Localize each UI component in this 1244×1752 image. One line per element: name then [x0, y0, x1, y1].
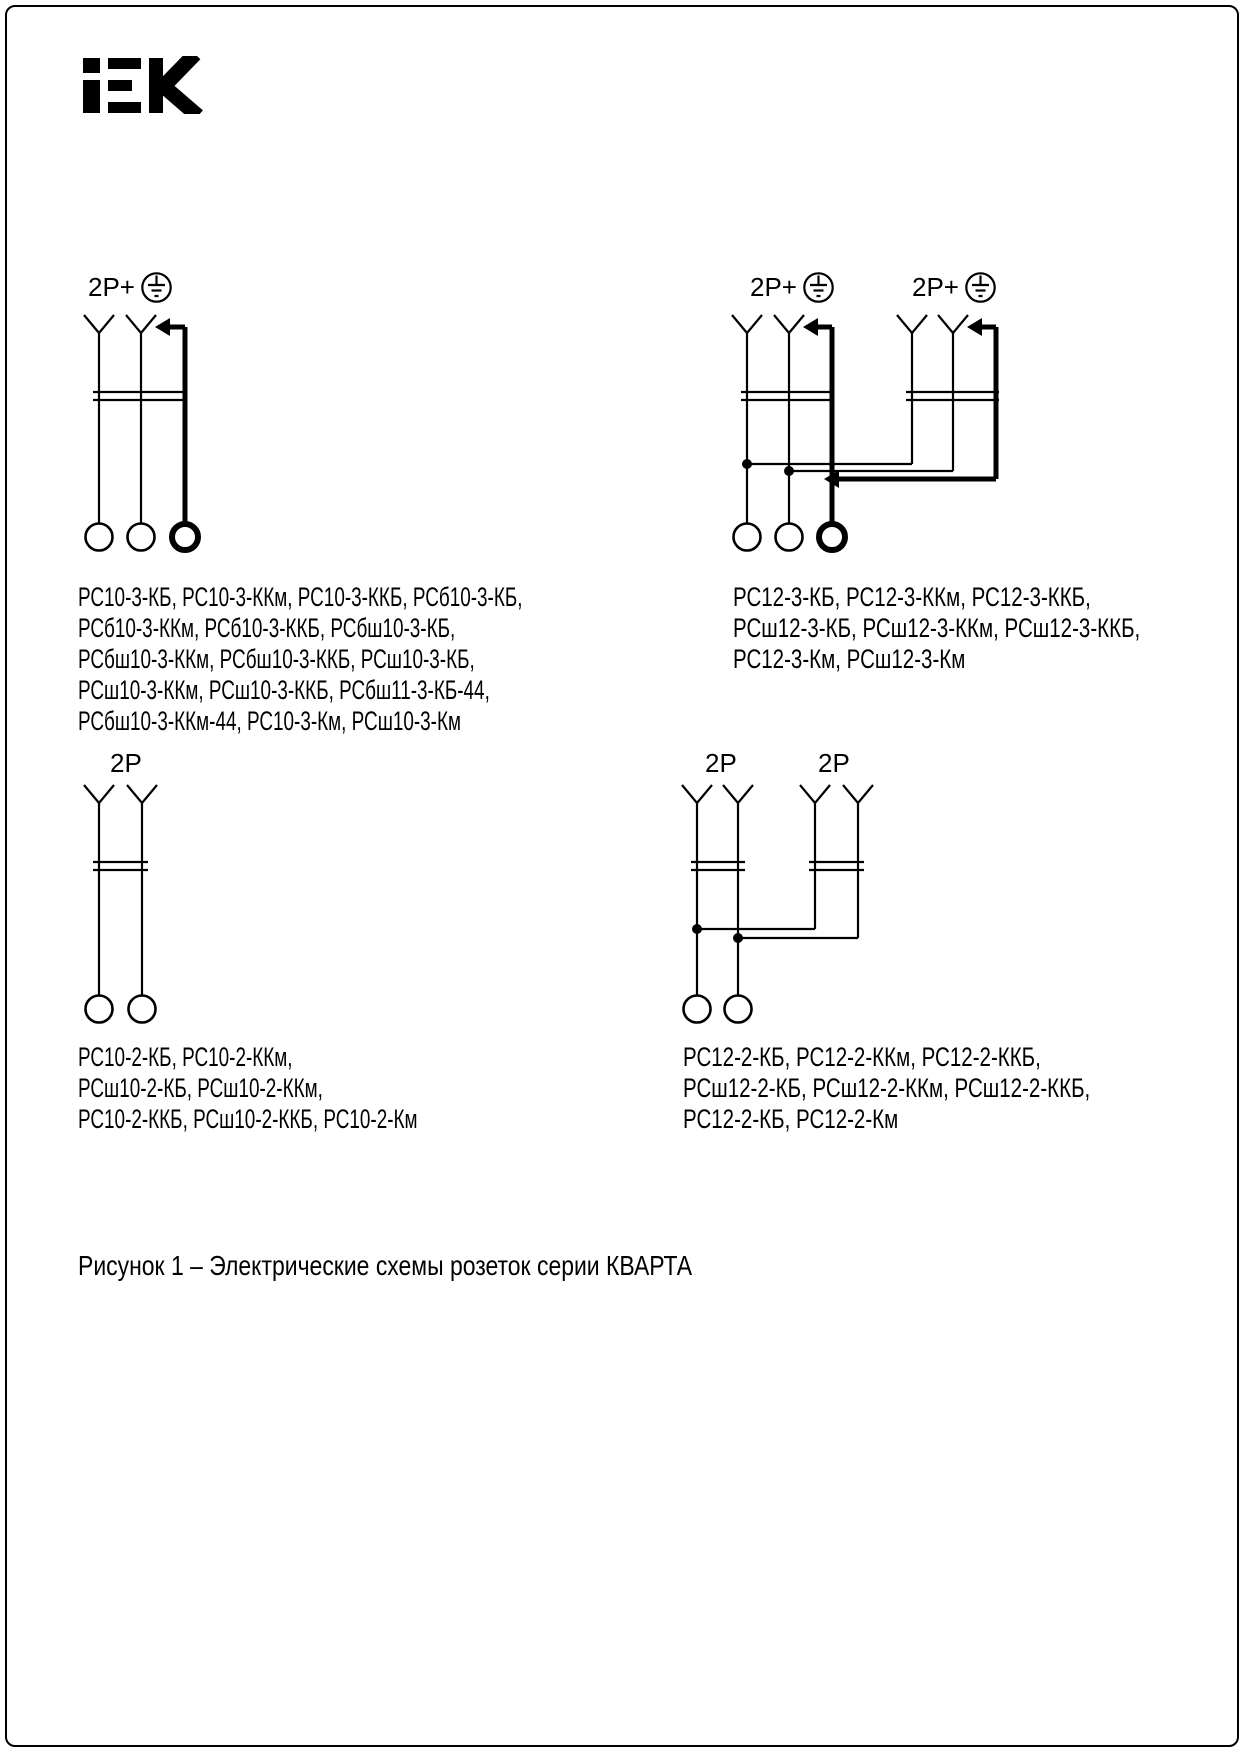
- earth-icon: [802, 271, 835, 304]
- earth-icon: [140, 271, 173, 304]
- pole-conductors: [84, 315, 187, 551]
- terminal-circle: [86, 524, 113, 551]
- pole-conductors: [682, 785, 873, 1023]
- model-line: РС12-2-КБ, РС12-2-Км: [683, 1104, 899, 1134]
- pole-count-label: 2P: [705, 747, 737, 778]
- model-line: РС10-3-КБ, РС10-3-ККм, РС10-3-ККБ, РСб10-3-КБ,: [78, 582, 523, 612]
- pole-count-label: 2P+: [750, 271, 797, 302]
- junction-dots: [692, 924, 743, 943]
- terminal-circle: [684, 996, 711, 1023]
- iek-logo: [81, 56, 203, 114]
- model-list-top-right: [733, 582, 1140, 675]
- terminal-circle: [129, 996, 156, 1023]
- pole-conductors: [84, 785, 157, 1023]
- label-top-right-1: [750, 270, 835, 304]
- label-bottom-left: [110, 746, 142, 780]
- model-list-bottom-left: [78, 1042, 418, 1135]
- model-line: РС10-2-КБ, РС10-2-ККм,: [78, 1042, 293, 1072]
- earth-terminal-circle: [172, 524, 198, 550]
- terminal-circle: [734, 524, 761, 551]
- terminal-circle: [725, 996, 752, 1023]
- terminal-circle: [86, 996, 113, 1023]
- earth-conductor: [817, 327, 996, 550]
- model-line: РСш10-3-ККм, РСш10-3-ККБ, РСбш11-3-КБ-44,: [78, 675, 490, 705]
- label-top-right-2: [912, 270, 997, 304]
- schematic-2p-earth-double: [728, 300, 1013, 560]
- model-line: РСбш10-3-ККм-44, РС10-3-Км, РСш10-3-Км: [78, 706, 461, 736]
- model-line: РСш12-2-КБ, РСш12-2-ККм, РСш12-2-ККБ,: [683, 1073, 1091, 1103]
- model-line: РС12-2-КБ, РС12-2-ККм, РС12-2-ККБ,: [683, 1042, 1041, 1072]
- pole-count-label: 2P: [818, 747, 850, 778]
- model-line: РСб10-3-ККм, РСб10-3-ККБ, РСбш10-3-КБ,: [78, 613, 456, 643]
- model-list-bottom-right: [683, 1042, 1090, 1135]
- earth-terminal-circle: [819, 524, 845, 550]
- junction-dots: [742, 459, 794, 476]
- earth-arrow: [155, 318, 170, 336]
- label-top-left: [88, 270, 173, 304]
- page-border: [5, 5, 1239, 1747]
- pole-count-label: 2P: [110, 747, 142, 778]
- model-line: РСш10-2-КБ, РСш10-2-ККм,: [78, 1073, 323, 1103]
- pole-count-label: 2P+: [88, 271, 135, 302]
- model-line: РС10-2-ККБ, РСш10-2-ККБ, РС10-2-Км: [78, 1104, 418, 1134]
- model-line: РСбш10-3-ККм, РСбш10-3-ККБ, РСш10-3-КБ,: [78, 644, 475, 674]
- label-bottom-right-1: [705, 746, 737, 780]
- schematic-2p-double: [678, 778, 883, 1033]
- schematic-2p-earth-single: [80, 300, 210, 560]
- terminal-circle: [128, 524, 155, 551]
- model-line: РСш12-3-КБ, РСш12-3-ККм, РСш12-3-ККБ,: [733, 613, 1141, 643]
- model-line: РС12-3-КБ, РС12-3-ККм, РС12-3-ККБ,: [733, 582, 1091, 612]
- model-list-top-left: [78, 582, 523, 737]
- terminal-circle: [776, 524, 803, 551]
- earth-conductor: [169, 327, 198, 550]
- label-bottom-right-2: [818, 746, 850, 780]
- schematic-2p-single: [80, 778, 190, 1033]
- figure-caption: Рисунок 1 – Электрические схемы розеток серии КВАРТА: [78, 1250, 693, 1281]
- earth-icon: [964, 271, 997, 304]
- pole-conductors: [732, 315, 999, 551]
- model-line: РС12-3-Км, РСш12-3-Км: [733, 644, 966, 674]
- pole-count-label: 2P+: [912, 271, 959, 302]
